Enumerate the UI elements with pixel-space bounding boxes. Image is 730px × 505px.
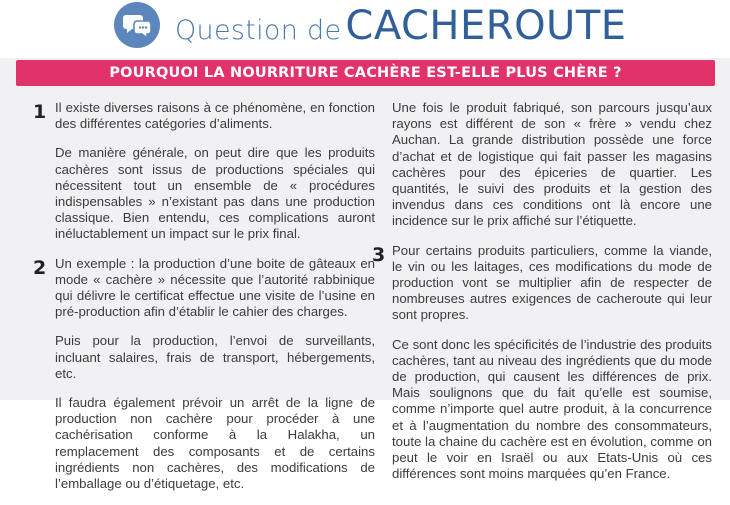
paragraph: Ce sont donc les spécificités de l’industrie des produits cachères, tant au niveau des ingrédients que du mode de production, qui causent les différences de prix. Mais soulignons que du fait qu’elle est soumise, comme n’importe quel autre produit, à la concurrence et à l’augmentation du nombre des consommateurs, toute la chaine du cachère est en évolution, comme on peut le voir en Israël ou aux Etats-Unis où ces différences sont moins marquées qu’en France. [392,336,712,482]
paragraph: Il existe diverses raisons à ce phénomène, en fonction des différentes catégories d’aliments. [55,100,375,132]
paragraph: De manière générale, on peut dire que les produits cachères sont issus de productions spéciales qui nécessitent tout un ensemble de « procédures indispensables » n’existant pas dans une production classique. Bien entendu, ces complications auront inéluctablement un impact sur le prix final. [55,145,375,242]
header [0,0,730,58]
section-2 [33,255,375,493]
section-number: 3 [372,243,386,266]
section-number: 2 [33,256,47,279]
speech-bubble-icon [113,1,161,49]
title-main: CACHEROUTE [345,3,627,49]
left-column [33,100,375,505]
paragraph: Il faudra également prévoir un arrêt de la ligne de production non cachère pour procéder à une cachérisation conforme à la Halakha, un remplacement des composants et de certains ingrédients non cachères, des modifications de l’emballage ou d’étiquetage, etc. [55,395,375,492]
section-3 [372,242,712,483]
paragraph: Une fois le produit fabriqué, son parcours jusqu’aux rayons est différent de son « frère » vendu chez Auchan. La grande distribution possède une force d’achat et de logistique qui fait passer les magasins cachères pour des épiceries de quartier. Les quantités, le suivi des produits et la gestion des invendus dans ces conditions ont là encore une incidence sur le prix affiché sur l’étiquette. [392,100,712,229]
paragraph: Pour certains produits particuliers, comme la viande, le vin ou les laitages, ces modifications du mode de production vont se multiplier afin de respecter de nombreuses autres exigences de cacheroute qui leur sont propres. [392,242,712,323]
right-column [372,100,712,495]
page-title [175,2,627,59]
paragraph: Puis pour la production, l’envoi de surveillants, incluant salaires, frais de transport, hébergements, etc. [55,333,375,381]
question-banner: POURQUOI LA NOURRITURE CACHÈRE EST-ELLE PLUS CHÈRE ? [16,60,715,86]
title-prefix: Question de [175,15,342,46]
paragraph: Un exemple : la production d’une boite de gâteaux en mode « cachère » nécessite que l’autorité rabbinique qui délivre le certificat effectue une visite de l’usine en pré-production afin d’établir le cahier des charges. [55,255,375,320]
section-1 [33,100,375,243]
section-number: 1 [33,101,47,123]
